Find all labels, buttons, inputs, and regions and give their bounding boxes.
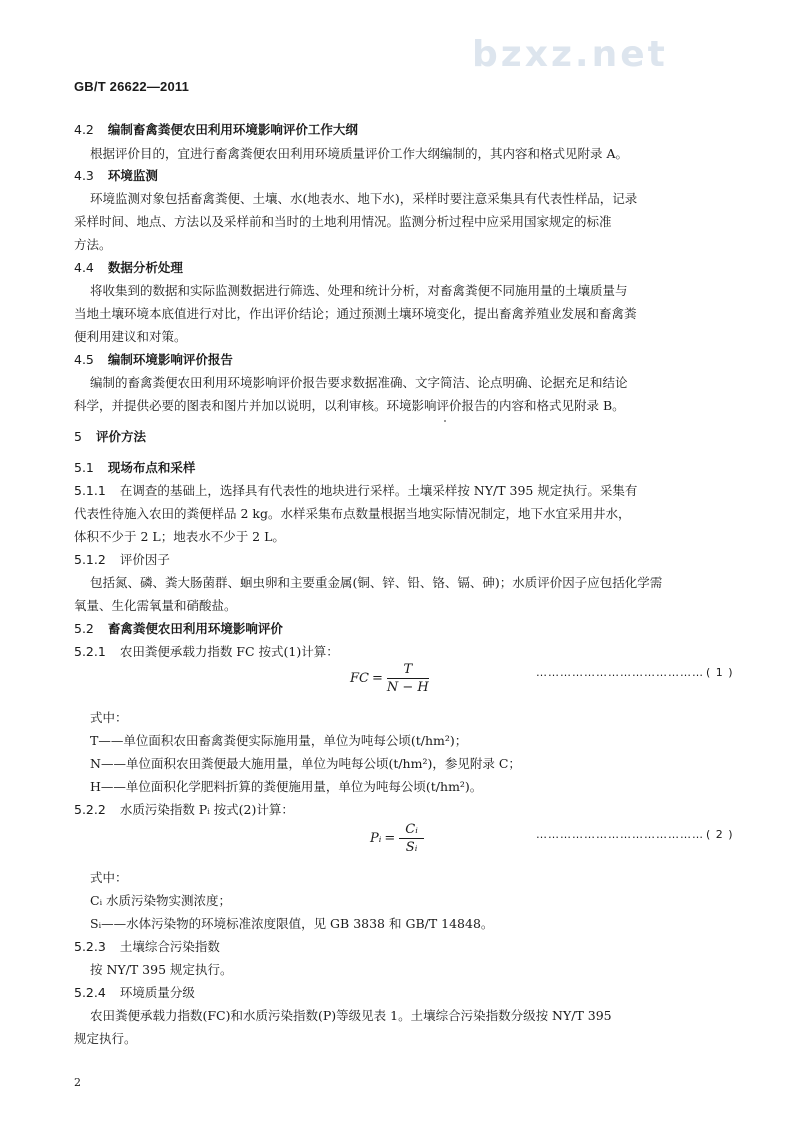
section-title: 评价方法 [95,429,146,444]
definition-N: N——单位面积农田粪便最大施用量，单位为吨每公顷(t/hm²)，参见附录 C； [90,756,521,771]
section-number: 4.4 [74,260,94,275]
fraction-numerator: T [387,662,429,679]
formula-equals: = [384,831,396,846]
section-text: 在调查的基础上，选择具有代表性的地块进行采样。土壤采样按 NY/T 395 规定执行。采集有 [119,483,638,498]
section-title: 现场布点和采样 [107,460,196,475]
definition-S: Sᵢ——水体污染物的环境标准浓度限值，见 GB 3838 和 GB/T 14848。 [90,916,494,931]
section-5-1-2-heading [74,550,170,568]
section-number: 5.2 [74,621,94,636]
formula-fraction [387,662,429,695]
section-4-5-line-2: 科学，并提供必要的图表和图片并加以说明，以利审核。环境影响评价报告的内容和格式见附录 B。 [74,398,625,413]
section-5-2-3-heading [74,937,220,955]
where-label-1: 式中： [90,710,128,725]
definition-T: T——单位面积农田畜禽粪便实际施用量，单位为吨每公顷(t/hm²)； [90,733,468,748]
section-number: 5 [74,429,82,444]
leader-dots: …………………………………… [536,828,704,841]
section-4-4-line-3: 便利用建议和对策。 [74,329,187,344]
section-title: 环境监测 [107,168,158,183]
section-number: 4.5 [74,352,94,367]
section-title: 编制环境影响评价报告 [107,352,233,367]
section-title: 畜禽粪便农田利用环境影响评价 [107,621,283,636]
section-number: 4.2 [74,122,94,137]
section-5-2-2-text [74,800,294,818]
where-label-2: 式中： [90,870,128,885]
section-5-1-1-line-2: 代表性待施入农田的粪便样品 2 kg。水样采集布点数量根据当地实际情况制定，地下水宜采用井水， [74,506,631,521]
section-4-4-line-2: 当地土壤环境本底值进行对比，作出评价结论；通过预测土壤环境变化，提出畜禽养殖业发展和畜禽粪 [74,306,637,321]
section-number: 5.1.2 [74,552,106,567]
section-4-3-line-1: 环境监测对象包括畜禽粪便、土壤、水(地表水、地下水)，采样时要注意采集具有代表性样品，记录 [90,191,638,206]
fraction-denominator: Sᵢ [405,840,418,855]
formula-2-leader [536,828,734,841]
section-4-4-heading [74,258,183,276]
watermark: bzxz.net [472,34,668,75]
section-4-3-heading [74,166,158,184]
section-5-2-3-text: 按 NY/T 395 规定执行。 [90,962,233,977]
section-5-1-1-line-1 [74,481,637,499]
fraction-denominator: N − H [386,680,429,695]
formula-fraction [399,822,424,855]
section-number: 5.1 [74,460,94,475]
formula-2 [370,822,424,855]
section-title: 数据分析处理 [107,260,183,275]
section-5-2-4-line-1: 农田粪便承载力指数(FC)和水质污染指数(P)等级见表 1。土壤综合污染指数分级按 NY/T 395 [90,1008,612,1023]
section-5-2-4-heading [74,983,195,1001]
section-5-1-1-line-3: 体积不少于 2 L；地表水不少于 2 L。 [74,529,285,544]
section-number: 4.3 [74,168,94,183]
section-title: 评价因子 [119,552,170,567]
scan-speck [444,420,446,422]
formula-equals: = [371,671,383,686]
section-4-5-line-1: 编制的畜禽粪便农田利用环境影响评价报告要求数据准确、文字简洁、论点明确、论据充足和结论 [90,375,628,390]
leader-dots: …………………………………… [536,666,704,679]
section-5-2-1-text [74,642,339,660]
formula-1-leader [536,666,734,679]
section-5-2-heading [74,619,283,637]
formula-number: ( 2 ) [706,828,734,841]
section-number: 5.2.1 [74,644,106,659]
standard-header: GB/T 26622—2011 [74,79,190,94]
section-number: 5.1.1 [74,483,106,498]
section-number: 5.2.2 [74,802,106,817]
section-5-2-4-line-2: 规定执行。 [74,1031,137,1046]
formula-lhs: FC [350,671,369,686]
formula-number: ( 1 ) [706,666,734,679]
section-text: 农田粪便承载力指数 FC 按式(1)计算： [119,644,339,659]
section-5-heading [74,427,146,445]
definition-H: H——单位面积化学肥料折算的粪便施用量，单位为吨每公顷(t/hm²)。 [90,779,483,794]
section-4-4-line-1: 将收集到的数据和实际监测数据进行筛选、处理和统计分析，对畜禽粪便不同施用量的土壤质量与 [90,283,628,298]
section-number: 5.2.3 [74,939,106,954]
section-4-3-line-2: 采样时间、地点、方法以及采样前和当时的土地利用情况。监测分析过程中应采用国家规定的标准 [74,214,612,229]
section-title: 环境质量分级 [119,985,195,1000]
formula-lhs: Pᵢ [370,831,382,846]
section-5-1-heading [74,458,195,476]
section-4-2-text: 根据评价目的，宜进行畜禽粪便农田利用环境质量评价工作大纲编制的，其内容和格式见附录 A。 [90,146,629,161]
section-title: 土壤综合污染指数 [119,939,220,954]
section-5-1-2-line-1: 包括氮、磷、粪大肠菌群、蛔虫卵和主要重金属(铜、锌、铅、铬、镉、砷)；水质评价因子应包括化学需 [90,575,663,590]
page-number: 2 [74,1076,81,1089]
section-4-5-heading [74,350,233,368]
section-4-3-line-3: 方法。 [74,237,112,252]
section-5-1-2-line-2: 氧量、生化需氧量和硝酸盐。 [74,598,237,613]
section-text: 水质污染指数 Pᵢ 按式(2)计算： [119,802,294,817]
formula-1 [350,662,429,695]
section-title: 编制畜禽粪便农田利用环境影响评价工作大纲 [107,122,358,137]
section-number: 5.2.4 [74,985,106,1000]
definition-C: Cᵢ 水质污染物实测浓度； [90,893,232,908]
fraction-numerator: Cᵢ [399,822,424,839]
section-4-2-heading [74,120,358,138]
